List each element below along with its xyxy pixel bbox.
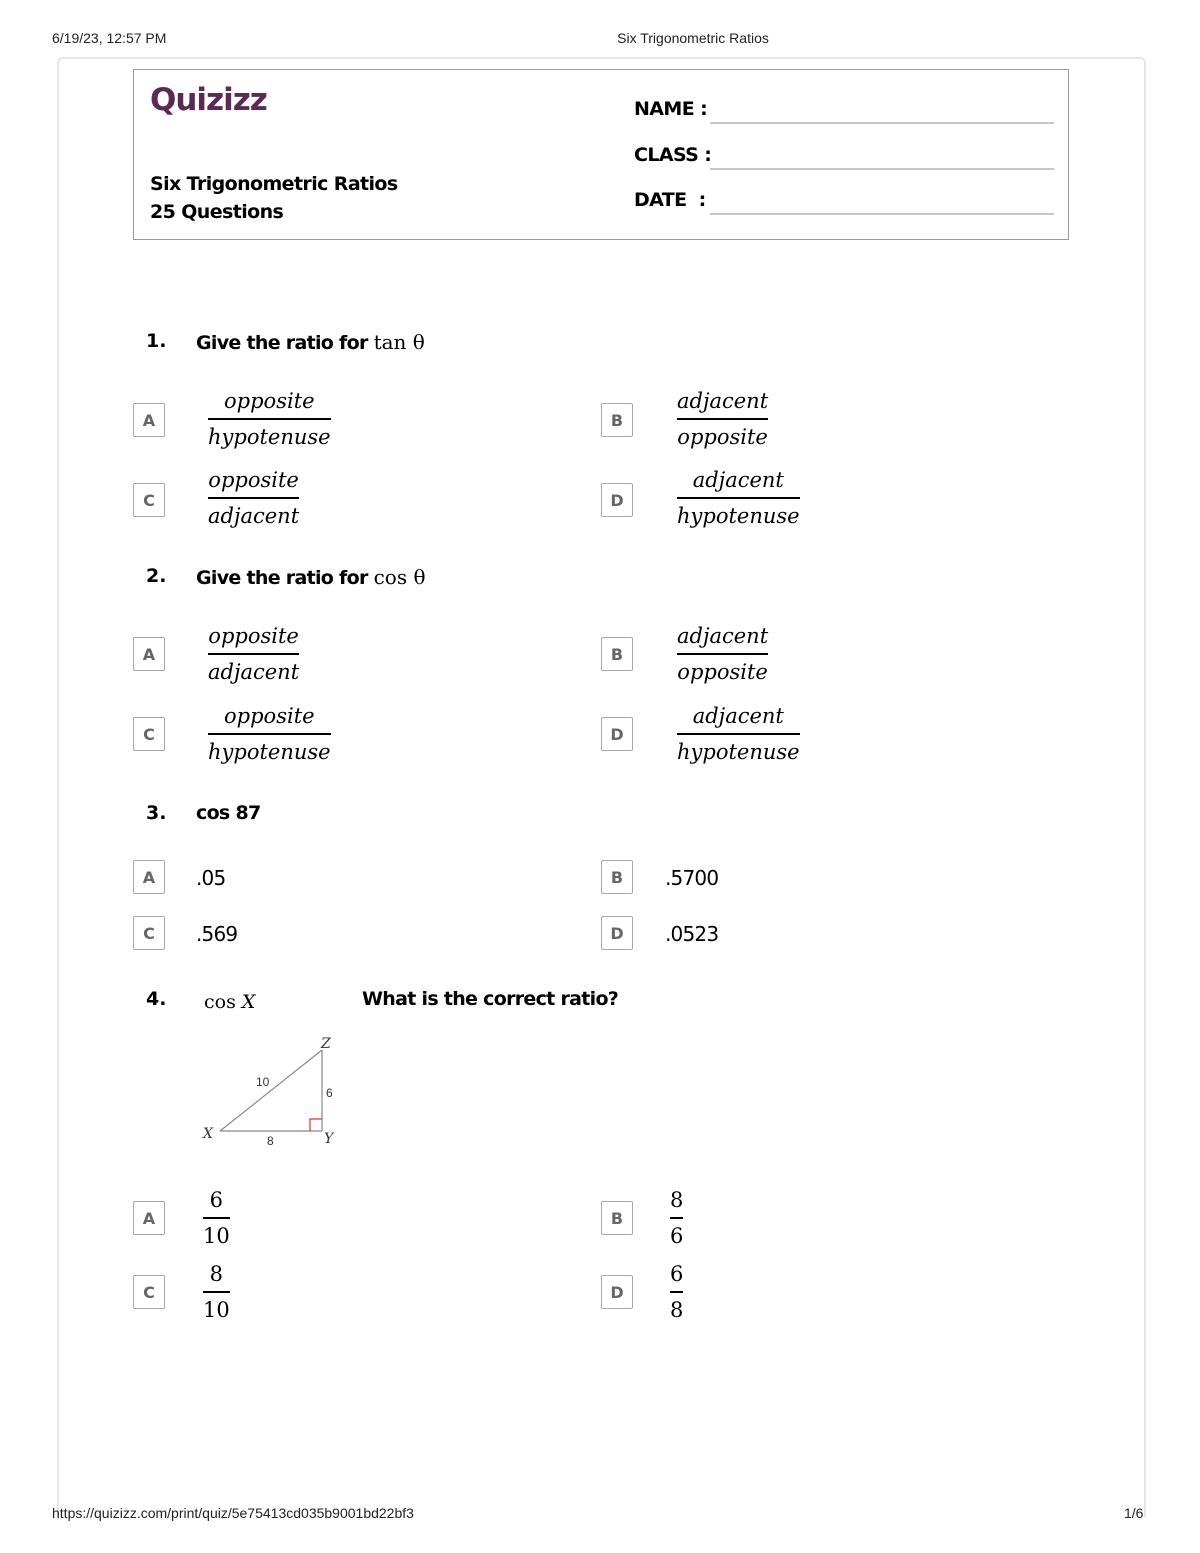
name-field	[634, 98, 1054, 124]
fraction-numerator: 8	[670, 1188, 684, 1212]
question-math: cos θ	[373, 565, 426, 589]
quizizz-logo: Quizizz	[150, 82, 267, 118]
side-label-opposite: 6	[326, 1086, 333, 1100]
class-label: CLASS :	[634, 144, 712, 166]
option-fraction	[208, 701, 331, 767]
option-letter-d[interactable]: D	[601, 1275, 633, 1309]
fraction-denominator: 10	[203, 1298, 230, 1322]
question-number: 4.	[146, 988, 167, 1010]
name-label: NAME :	[634, 98, 708, 120]
name-line	[710, 122, 1054, 124]
fraction-bar	[208, 497, 299, 499]
fraction-numerator: 6	[670, 1262, 684, 1286]
option-value: .0523	[665, 922, 719, 946]
question-count: 25 Questions	[150, 201, 284, 223]
fraction-bar	[203, 1291, 230, 1293]
option-fraction	[208, 465, 299, 531]
right-triangle-figure	[198, 1034, 343, 1152]
option-fraction	[677, 701, 800, 767]
fraction-bar	[677, 497, 800, 499]
fraction-denominator: adjacent	[208, 660, 300, 684]
fraction-bar	[677, 733, 800, 735]
option-letter-d[interactable]: D	[601, 717, 633, 751]
option-value: .05	[196, 866, 226, 890]
option-letter-d[interactable]: D	[601, 916, 633, 950]
option-fraction	[203, 1185, 230, 1251]
question-number: 2.	[146, 565, 167, 587]
question-text: cos 87	[196, 802, 261, 824]
right-angle-marker	[310, 1119, 322, 1131]
question-prompt: Give the ratio for	[196, 567, 374, 589]
fraction-denominator: adjacent	[208, 504, 300, 528]
fraction-bar	[208, 418, 331, 420]
option-letter-c[interactable]: C	[133, 717, 165, 751]
option-fraction	[677, 465, 800, 531]
option-letter-a[interactable]: A	[133, 403, 165, 437]
option-fraction	[677, 386, 768, 452]
fraction-bar	[677, 653, 768, 655]
vertex-label-y: Y	[324, 1131, 334, 1147]
class-field	[634, 144, 1054, 170]
option-letter-c[interactable]: C	[133, 483, 165, 517]
option-letter-b[interactable]: B	[601, 1201, 633, 1235]
date-field	[634, 189, 1054, 215]
side-label-hypotenuse: 10	[256, 1075, 270, 1089]
print-header	[0, 30, 1200, 50]
print-url[interactable]: https://quizizz.com/print/quiz/5e75413cd035b9001bd22bf3	[52, 1505, 414, 1521]
class-line	[710, 168, 1054, 170]
fraction-bar	[203, 1217, 230, 1219]
fraction-numerator: adjacent	[692, 704, 784, 728]
fraction-numerator: adjacent	[692, 468, 784, 492]
date-line	[710, 213, 1054, 215]
option-value: .5700	[665, 866, 719, 890]
option-fraction	[208, 621, 299, 687]
option-fraction	[208, 386, 331, 452]
option-letter-d[interactable]: D	[601, 483, 633, 517]
vertex-label-x: X	[203, 1126, 213, 1142]
fraction-bar	[208, 653, 299, 655]
page-indicator: 1/6	[1124, 1505, 1144, 1521]
option-fraction	[677, 621, 768, 687]
option-letter-a[interactable]: A	[133, 860, 165, 894]
fraction-bar	[670, 1217, 683, 1219]
fraction-numerator: opposite	[208, 624, 299, 648]
print-title: Six Trigonometric Ratios	[617, 30, 769, 46]
fraction-denominator: 8	[670, 1298, 684, 1322]
fraction-numerator: opposite	[224, 389, 315, 413]
fraction-denominator: opposite	[677, 425, 768, 449]
option-value: .569	[196, 922, 238, 946]
fraction-numerator: opposite	[224, 704, 315, 728]
math-variable: X	[241, 991, 256, 1013]
fraction-numerator: 6	[209, 1188, 224, 1212]
quiz-title: Six Trigonometric Ratios	[150, 173, 398, 195]
option-letter-b[interactable]: B	[601, 860, 633, 894]
option-fraction	[203, 1259, 230, 1325]
question-number: 1.	[146, 330, 167, 352]
fraction-denominator: hypotenuse	[677, 740, 800, 764]
option-letter-b[interactable]: B	[601, 637, 633, 671]
question-math: tan θ	[373, 330, 425, 354]
option-letter-c[interactable]: C	[133, 916, 165, 950]
option-letter-c[interactable]: C	[133, 1275, 165, 1309]
math-function: cos	[204, 991, 236, 1013]
date-label: DATE :	[634, 189, 706, 211]
fraction-denominator: 6	[670, 1224, 684, 1248]
fraction-denominator: hypotenuse	[208, 740, 331, 764]
question-math	[204, 991, 255, 1013]
option-letter-b[interactable]: B	[601, 403, 633, 437]
fraction-bar	[670, 1291, 683, 1293]
quiz-header-box	[133, 69, 1069, 240]
option-fraction	[670, 1185, 683, 1251]
side-label-adjacent: 8	[267, 1134, 274, 1148]
vertex-label-z: Z	[321, 1036, 331, 1052]
option-fraction	[670, 1259, 683, 1325]
fraction-denominator: opposite	[677, 660, 768, 684]
question-number: 3.	[146, 802, 167, 824]
fraction-denominator: hypotenuse	[208, 425, 331, 449]
fraction-bar	[677, 418, 768, 420]
fraction-bar	[208, 733, 331, 735]
question-text	[196, 565, 425, 589]
fraction-numerator: 8	[209, 1262, 224, 1286]
option-letter-a[interactable]: A	[133, 637, 165, 671]
fraction-numerator: adjacent	[677, 624, 769, 648]
triangle-side-xz	[220, 1050, 322, 1131]
fraction-denominator: hypotenuse	[677, 504, 800, 528]
question-text	[196, 330, 425, 354]
print-date: 6/19/23, 12:57 PM	[52, 30, 167, 46]
fraction-denominator: 10	[203, 1224, 230, 1248]
fraction-numerator: adjacent	[677, 389, 769, 413]
fraction-numerator: opposite	[208, 468, 299, 492]
question-text: What is the correct ratio?	[362, 988, 619, 1010]
question-prompt: Give the ratio for	[196, 332, 374, 354]
option-letter-a[interactable]: A	[133, 1201, 165, 1235]
